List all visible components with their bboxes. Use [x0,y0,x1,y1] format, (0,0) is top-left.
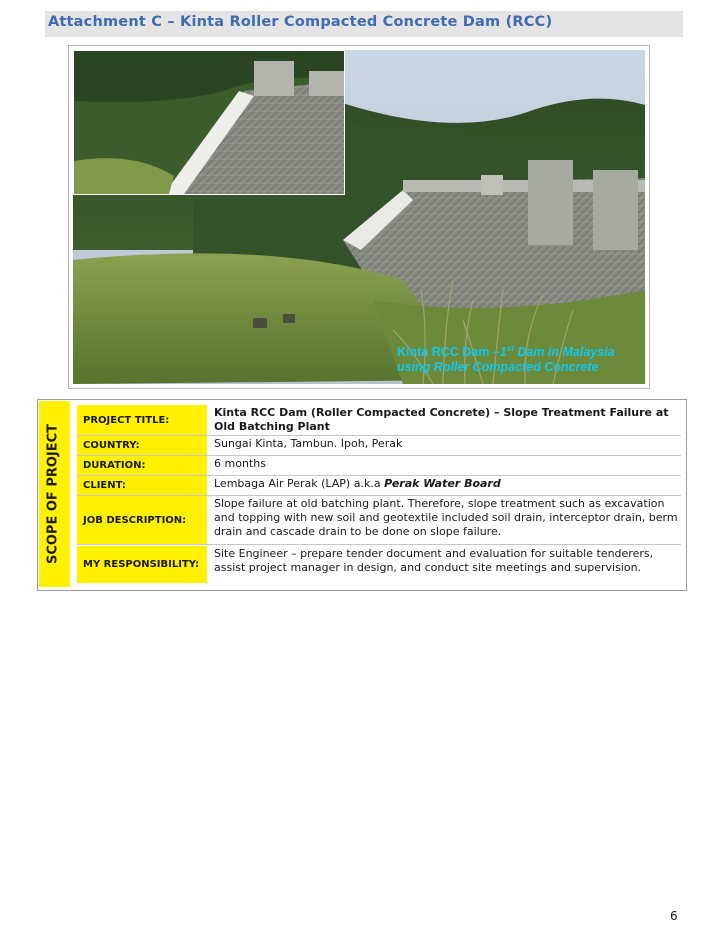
value-project-title: Kinta RCC Dam (Roller Compacted Concrete) – Slope Treatment Failure at Old Batching Plant [214,406,669,433]
row-project-title [77,405,681,436]
row-my-responsibility [77,546,681,583]
row-client [77,476,681,496]
caption-line-1: Kinta RCC Dam –1st Dam in Malaysia [397,344,615,359]
dam-photo-frame [68,45,650,389]
label-client: CLIENT: [83,480,126,491]
dam-inset-photo [73,50,345,195]
label-job-description: JOB DESCRIPTION: [83,514,187,526]
value-duration: 6 months [214,457,266,470]
label-my-responsibility: MY RESPONSIBILITY: [83,559,200,570]
row-duration [77,456,681,476]
photo-caption [397,341,647,375]
label-project-title: PROJECT TITLE: [83,414,170,426]
page-number: 6 [670,909,678,923]
value-my-responsibility: Site Engineer – prepare tender document and evaluation for suitable tenderers, assist project manager in design, and conduct site meetings and supervision. [214,547,654,574]
caption-line-2: using Roller Compacted Concrete [397,360,599,374]
value-client: Lembaga Air Perak (LAP) a.k.a Perak Water Board [214,477,501,490]
label-duration: DURATION: [83,460,146,471]
row-country [77,436,681,456]
scope-side-label: SCOPE OF PROJECT [45,423,61,565]
page-title: Attachment C – Kinta Roller Compacted Concrete Dam (RCC) [48,14,553,30]
row-job-description [77,496,681,545]
label-country: COUNTRY: [83,440,140,451]
value-country: Sungai Kinta, Tambun. Ipoh, Perak [214,437,403,450]
value-job-description: Slope failure at old batching plant. Therefore, slope treatment such as excavation and topping with new soil and geotextile included soil drain, interceptor drain, berm drain and cascade drain to be done on slope failure. [214,497,678,538]
